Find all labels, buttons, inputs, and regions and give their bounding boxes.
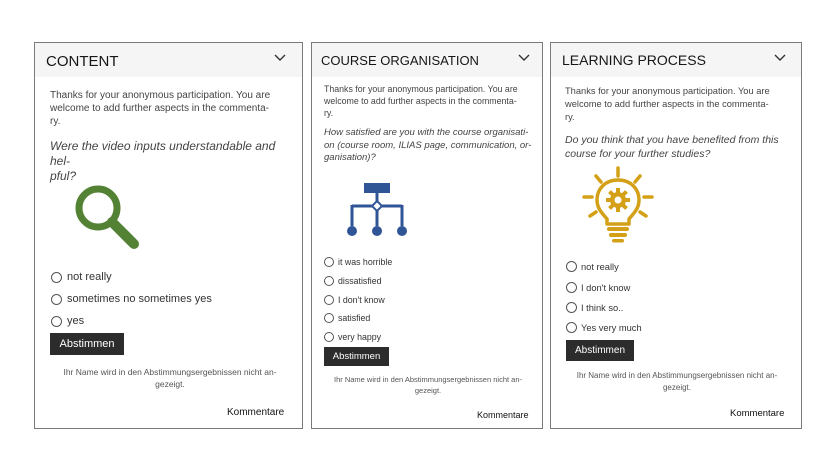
chevron-down-icon[interactable] <box>773 53 787 63</box>
anonymity-note: Ihr Name wird in den Abstimmungsergebnissen nicht an- gezeigt. <box>333 375 522 395</box>
poll-option[interactable]: not really <box>566 261 619 272</box>
org-chart-icon <box>346 183 410 244</box>
vote-button[interactable]: Abstimmen <box>50 333 124 355</box>
card-title: COURSE ORGANISATION <box>321 53 479 68</box>
intro-text: Thanks for your anonymous participation. You are welcome to add further aspects in the commenta- ry. <box>50 90 271 127</box>
vote-button[interactable]: Abstimmen <box>566 340 634 361</box>
radio-button[interactable] <box>566 282 577 293</box>
poll-option[interactable]: not really <box>51 271 112 283</box>
radio-button[interactable] <box>324 295 334 305</box>
radio-button[interactable] <box>324 313 334 323</box>
poll-option[interactable]: Yes very much <box>566 322 642 333</box>
poll-question: How satisfied are you with the course organisati- on (course room, ILIAS page, communication, or- ganisation)? <box>324 127 532 163</box>
card-header[interactable] <box>551 43 801 77</box>
poll-option[interactable]: it was horrible <box>324 257 392 267</box>
poll-option[interactable]: I don't know <box>324 295 385 305</box>
magnifier-icon <box>71 181 143 258</box>
radio-button[interactable] <box>51 316 62 327</box>
radio-button[interactable] <box>324 332 334 342</box>
radio-button[interactable] <box>566 302 577 313</box>
vote-button[interactable]: Abstimmen <box>324 347 389 366</box>
poll-card-course-organisation <box>311 42 543 429</box>
radio-button[interactable] <box>324 276 334 286</box>
chevron-down-icon[interactable] <box>517 53 531 63</box>
anonymity-note: Ihr Name wird in den Abstimmungsergebnissen nicht an- gezeigt. <box>576 371 778 392</box>
anonymity-note: Ihr Name wird in den Abstimmungsergebnissen nicht an- gezeigt. <box>63 367 277 389</box>
comments-link[interactable]: Kommentare <box>477 410 529 420</box>
radio-button[interactable] <box>566 261 577 272</box>
poll-card-content <box>34 42 303 429</box>
lightbulb-gear-icon <box>581 166 655 251</box>
poll-option[interactable]: I don't know <box>566 282 630 293</box>
intro-text: Thanks for your anonymous participation. You are welcome to add further aspects in the commenta- ry. <box>324 84 518 118</box>
card-header[interactable] <box>35 43 302 77</box>
poll-option[interactable]: very happy <box>324 332 381 342</box>
poll-option[interactable]: sometimes no sometimes yes <box>51 293 212 305</box>
radio-button[interactable] <box>324 257 334 267</box>
poll-question: Do you think that you have benefited from this course for your further studies? <box>565 134 779 160</box>
poll-card-learning-process <box>550 42 802 429</box>
radio-button[interactable] <box>566 322 577 333</box>
radio-button[interactable] <box>51 294 62 305</box>
intro-text: Thanks for your anonymous participation. You are welcome to add further aspects in the commenta- ry. <box>565 86 770 122</box>
card-title: LEARNING PROCESS <box>562 52 706 68</box>
card-title: CONTENT <box>46 53 119 70</box>
poll-option[interactable]: yes <box>51 315 84 327</box>
poll-option[interactable]: I think so.. <box>566 302 623 313</box>
poll-option[interactable]: satisfied <box>324 313 370 323</box>
comments-link[interactable]: Kommentare <box>227 407 285 418</box>
radio-button[interactable] <box>51 272 62 283</box>
comments-link[interactable]: Kommentare <box>730 408 785 419</box>
poll-option[interactable]: dissatisfied <box>324 276 382 286</box>
poll-question: Were the video inputs understandable and hel- pful? <box>50 139 276 183</box>
chevron-down-icon[interactable] <box>273 53 287 63</box>
card-header[interactable] <box>312 43 542 77</box>
